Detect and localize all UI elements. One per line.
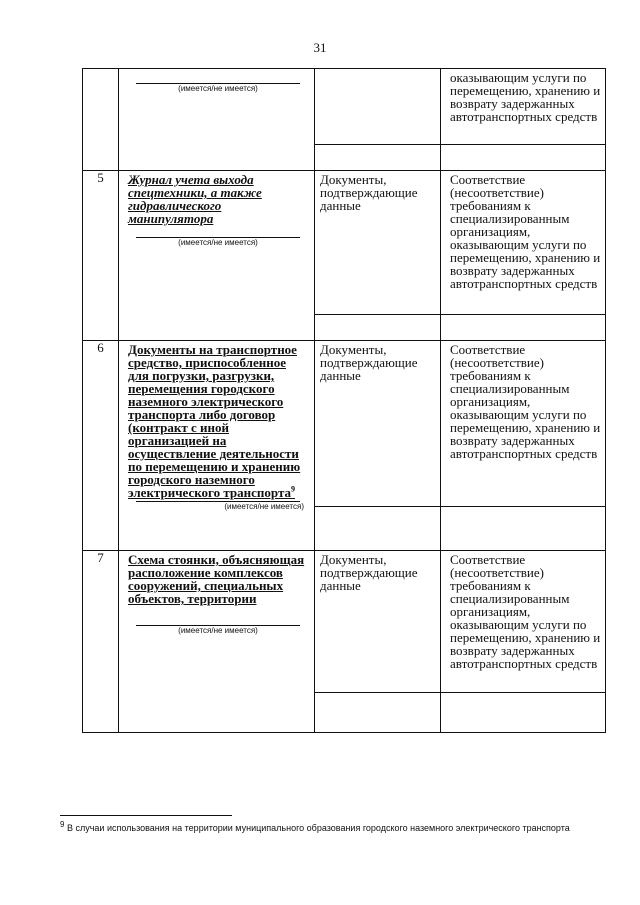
- sign-caption: (имеется/не имеется): [178, 84, 258, 93]
- result-cell: Соответствие (несоответствие) требованиям к специализированным организациям, оказывающим услуги по перемещению, хранению и возврату задержанных автотранспортных средств: [441, 171, 606, 315]
- result-cell: оказывающим услуги по перемещению, хранению и возврату задержанных автотранспортных средств: [441, 69, 606, 145]
- inspection-table: [82, 68, 606, 733]
- item-cell: [119, 551, 315, 733]
- footnote-ref: 9: [291, 484, 296, 494]
- documents-cell: [315, 507, 441, 551]
- sign-caption: (имеется/не имеется): [178, 626, 258, 635]
- footnote-divider: [60, 815, 232, 816]
- sign-caption: (имеется/не имеется): [224, 502, 304, 511]
- result-cell: [441, 507, 606, 551]
- documents-cell: [315, 69, 441, 145]
- result-cell: Соответствие (несоответствие) требованиям к специализированным организациям, оказывающим услуги по перемещению, хранению и возврату задержанных автотранспортных средств: [441, 551, 606, 693]
- documents-cell: [315, 315, 441, 341]
- row-number-cell: 5: [83, 171, 119, 341]
- footnote-marker: 9: [60, 820, 65, 829]
- table-row: [83, 171, 606, 315]
- item-title: Журнал учета выхода спецтехники, а также гидравлического манипулятора: [128, 172, 262, 226]
- documents-cell: [315, 145, 441, 171]
- table-row: [83, 551, 606, 693]
- page-number: 31: [313, 40, 327, 55]
- footnote-text: В случаи использования на территории муниципального образования городского наземного электрического транспорта: [66, 823, 570, 833]
- sign-caption: (имеется/не имеется): [178, 238, 258, 247]
- row-number-cell: 6: [83, 341, 119, 551]
- result-cell: [441, 145, 606, 171]
- table-row: [83, 69, 606, 145]
- item-title: Схема стоянки, объясняющая расположение комплексов сооружений, специальных объектов, территории: [128, 552, 305, 606]
- result-cell: Соответствие (несоответствие) требованиям к специализированным организациям, оказывающим услуги по перемещению, хранению и возврату задержанных автотранспортных средств: [441, 341, 606, 507]
- result-cell: [441, 315, 606, 341]
- item-cell: [119, 171, 315, 341]
- footnote: [60, 822, 600, 834]
- table-row: [83, 341, 606, 507]
- documents-cell: Документы, подтверждающие данные: [315, 551, 441, 693]
- documents-cell: [315, 693, 441, 733]
- documents-cell: Документы, подтверждающие данные: [315, 341, 441, 507]
- documents-cell: Документы, подтверждающие данные: [315, 171, 441, 315]
- item-title-text: Документы на транспортное средство, приспособленное для погрузки, разгрузки, перемещения городского наземного электрического транспорта либо договор (контракт с иной организацией на осуществление деятельности по перемещению и хранению городского наземного электрического транспорта: [128, 342, 301, 500]
- row-number-cell: 7: [83, 551, 119, 733]
- result-cell: [441, 693, 606, 733]
- row-number-cell: [83, 69, 119, 171]
- item-cell: [119, 69, 315, 171]
- item-cell: [119, 341, 315, 551]
- item-title: [128, 343, 308, 499]
